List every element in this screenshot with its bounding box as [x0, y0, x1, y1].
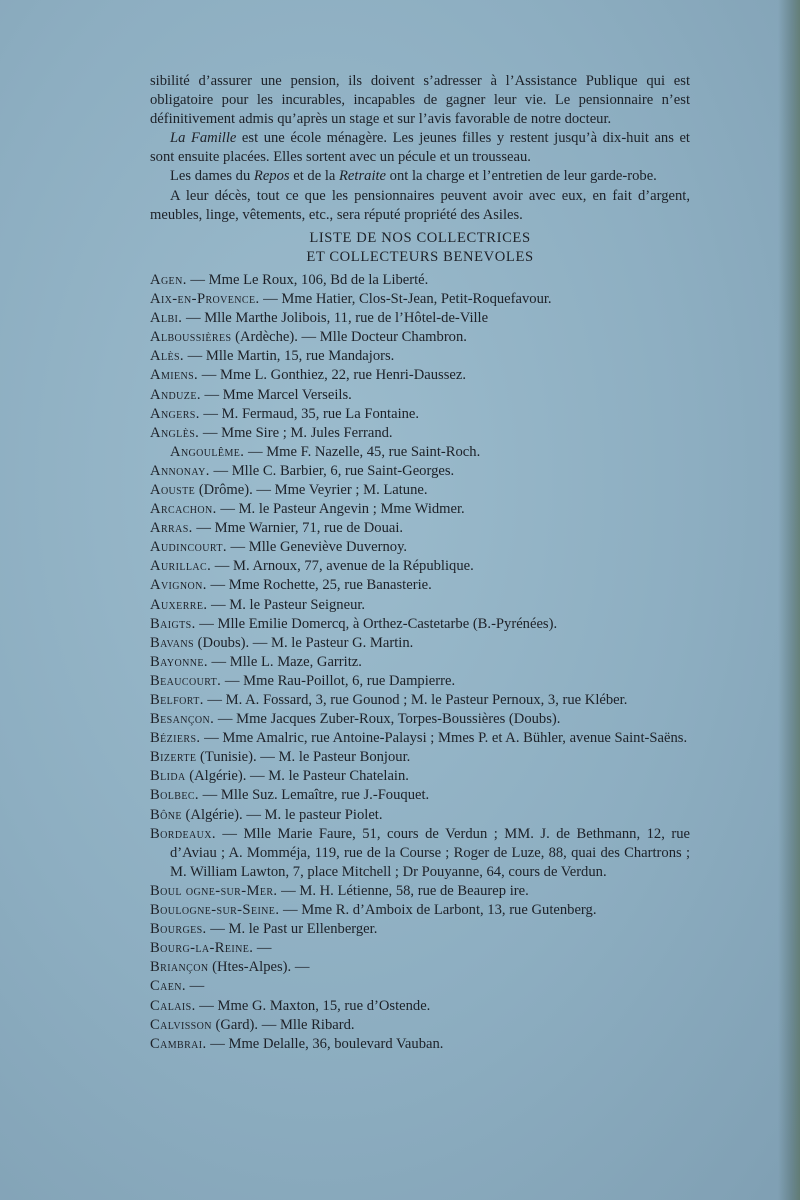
list-entry — [150, 596, 690, 615]
list-entry — [150, 653, 690, 672]
entry-city: Arcachon. — [150, 501, 217, 518]
list-entry — [150, 481, 690, 500]
entry-city: Anglès. — [150, 424, 200, 441]
italic-text: La Famille — [170, 130, 237, 147]
entry-city: Agen. — [150, 271, 187, 288]
entry-city: Bolbec. — [150, 787, 199, 804]
italic-text: Repos — [253, 168, 290, 185]
list-entry — [150, 615, 690, 634]
list-entry — [150, 977, 690, 996]
entry-text: — Mlle Geneviève Duvernoy. — [226, 539, 408, 556]
entry-city: Cambrai. — [150, 1035, 207, 1052]
list-entry — [150, 443, 690, 462]
entry-text: — M. A. Fossard, 3, rue Gounod ; M. le Pasteur Pernoux, 3, rue Kléber. — [203, 692, 628, 708]
entry-text: — Mme R. d’Amboix de Larbont, 13, rue Gutenberg. — [279, 902, 597, 919]
list-entry — [150, 825, 690, 882]
entry-city: Boulogne-sur-Seine. — [150, 902, 280, 919]
entry-text: — Mme F. Nazelle, 45, rue Saint-Roch. — [244, 443, 481, 460]
entry-city: Beaucourt. — [150, 672, 222, 689]
list-entry — [150, 519, 690, 538]
list-entry — [150, 748, 690, 767]
list-entry — [150, 729, 690, 748]
list-entry — [150, 462, 690, 481]
entry-text: — Mme G. Maxton, 15, rue d’Ostende. — [195, 997, 431, 1014]
entry-text: — Mme L. Gonthiez, 22, rue Henri-Daussez. — [198, 367, 466, 384]
italic-text: Retraite — [339, 168, 387, 185]
list-entry — [150, 786, 690, 805]
list-entry — [150, 882, 690, 901]
collectors-list — [150, 271, 690, 1054]
entry-text: — Mlle Suz. Lemaître, rue J.-Fouquet. — [198, 787, 430, 804]
entry-text: — Mlle L. Maze, Garritz. — [207, 653, 362, 670]
list-entry — [150, 576, 690, 595]
entry-city: Bône — [150, 806, 182, 823]
entry-text: — Mme Rochette, 25, rue Banasterie. — [206, 577, 432, 594]
entry-city: Calvisson — [150, 1016, 212, 1033]
entry-city: Calais. — [150, 997, 196, 1014]
list-entry — [150, 347, 690, 366]
list-entry — [150, 997, 690, 1016]
entry-city: Angers. — [150, 405, 200, 422]
entry-city: Albi. — [150, 310, 183, 327]
entry-city: Angoulême. — [170, 443, 245, 460]
list-entry — [150, 691, 690, 710]
entry-city: Baigts. — [150, 615, 196, 632]
entry-text: — Mme Marcel Verseils. — [200, 386, 352, 403]
list-entry — [150, 958, 690, 977]
entry-text: (Algérie). — M. le Pasteur Chatelain. — [185, 768, 409, 785]
entry-city: Amiens. — [150, 367, 199, 384]
entry-city: Anduze. — [150, 386, 201, 403]
entry-text: — M. le Pasteur Seigneur. — [207, 596, 366, 613]
list-entry — [150, 767, 690, 786]
list-entry — [150, 424, 690, 443]
list-entry — [150, 634, 690, 653]
list-entry — [150, 920, 690, 939]
paragraph-text: est une école ménagère. Les jeunes filles y restent jusqu’à dix-huit ans et sont ensuite placées. Elles sortent avec un pécule et un trousseau. — [150, 130, 690, 166]
list-entry — [150, 538, 690, 557]
list-entry — [150, 290, 690, 309]
entry-city: Belfort. — [150, 692, 204, 708]
paragraph — [150, 129, 690, 167]
entry-text: (Tunisie). — M. le Pasteur Bonjour. — [196, 749, 411, 766]
page-content — [150, 72, 690, 1054]
intro-paragraphs — [150, 72, 690, 225]
entry-text: — Mlle Marthe Jolibois, 11, rue de l’Hôtel-de-Ville — [182, 310, 489, 327]
entry-city: Bayonne. — [150, 653, 208, 670]
entry-text: — Mlle Martin, 15, rue Mandajors. — [183, 348, 395, 365]
page-edge-shadow — [778, 0, 800, 1200]
entry-text: (Algérie). — M. le pasteur Piolet. — [181, 806, 383, 823]
list-entry — [150, 710, 690, 729]
list-entry — [150, 366, 690, 385]
paragraph-text: sibilité d’assurer une pension, ils doivent s’adresser à l’Assistance Publique qui est obligatoire pour les incurables, incapables de gagner leur vie. Le pensionnaire n’est définitivement admis qu’après un stage et sur l’avis favorable de notre docteur. — [150, 73, 690, 128]
entry-text: (Htes-Alpes). — — [208, 959, 310, 976]
entry-city: Alès. — [150, 348, 184, 365]
paragraph — [150, 167, 690, 186]
list-heading-line-1: LISTE DE NOS COLLECTRICES — [309, 229, 531, 246]
list-entry — [150, 309, 690, 328]
list-entry — [150, 672, 690, 691]
entry-text: — — [253, 940, 272, 957]
entry-text: — Mme Delalle, 36, boulevard Vauban. — [206, 1035, 444, 1052]
entry-text: — Mme Sire ; M. Jules Ferrand. — [199, 424, 393, 441]
list-entry — [150, 1035, 690, 1054]
list-entry — [150, 405, 690, 424]
list-entry — [150, 557, 690, 576]
entry-city: Aouste — [150, 481, 196, 498]
list-entry — [150, 500, 690, 519]
entry-text: — Mme Jacques Zuber-Roux, Torpes-Boussières (Doubs). — [214, 711, 561, 728]
entry-text: (Ardèche). — Mlle Docteur Chambron. — [231, 329, 467, 346]
list-entry — [150, 271, 690, 290]
entry-city: Audincourt. — [150, 539, 227, 556]
entry-city: Bourges. — [150, 921, 207, 938]
entry-text: — Mme Warnier, 71, rue de Douai. — [192, 520, 404, 537]
entry-text: — Mme Hatier, Clos-St-Jean, Petit-Roquefavour. — [259, 291, 552, 308]
list-entry — [150, 328, 690, 347]
entry-city: Arras. — [150, 520, 193, 537]
paragraph-text: et de la — [289, 168, 340, 185]
entry-text: — M. le Pasteur Angevin ; Mme Widmer. — [216, 501, 465, 518]
entry-text: — Mlle Emilie Domercq, à Orthez-Castetarbe (B.-Pyrénées). — [195, 615, 558, 632]
paragraph-text: A leur décès, tout ce que les pensionnaires peuvent avoir avec eux, en fait d’argent, meubles, linge, vêtements, etc., sera réputé propriété des Asiles. — [150, 187, 690, 223]
entry-city: Bizerte — [150, 749, 197, 766]
entry-city: Aix-en-Provence. — [150, 291, 260, 308]
entry-text: — M. Arnoux, 77, avenue de la République. — [211, 558, 474, 575]
entry-text: — Mlle Marie Faure, 51, cours de Verdun ; MM. J. de Bethmann, 12, rue d’Aviau ; A. Momméja, 119, rue de la Course ; Roger de Luze, 88, quai des Chartrons ; M. William Lawton, 7, place Mitchell ; Dr Pouyanne, 64, cours de Verdun. — [170, 825, 690, 880]
entry-text: — — [185, 978, 205, 995]
entry-text: — Mme Le Roux, 106, Bd de la Liberté. — [186, 271, 429, 288]
entry-text: — M. le Past ur Ellenberger. — [206, 921, 378, 938]
paragraph — [150, 72, 690, 129]
entry-text: — Mme Amalric, rue Antoine-Palaysi ; Mmes P. et A. Bühler, avenue Saint-Saëns. — [200, 730, 688, 747]
entry-text: — M. H. Létienne, 58, rue de Beaurep ire. — [277, 882, 529, 899]
entry-text: — Mlle C. Barbier, 6, rue Saint-Georges. — [209, 462, 455, 479]
paragraph-text: ont la charge et l’entretien de leur garde-robe. — [386, 168, 657, 185]
entry-city: Aurillac. — [150, 558, 212, 575]
entry-text: (Gard). — Mlle Ribard. — [211, 1016, 355, 1033]
entry-city: Bordeaux. — [150, 825, 216, 842]
entry-city: Besançon. — [150, 711, 215, 728]
paragraph-text: Les dames du — [170, 168, 254, 185]
entry-text: (Drôme). — Mme Veyrier ; M. Latune. — [195, 481, 428, 498]
entry-text: — M. Fermaud, 35, rue La Fontaine. — [199, 405, 420, 422]
entry-city: Bavans — [150, 634, 195, 651]
list-entry — [150, 806, 690, 825]
list-heading-line-2: ET COLLECTEURS BENEVOLES — [306, 248, 534, 265]
entry-city: Auxerre. — [150, 596, 208, 613]
entry-text: (Doubs). — M. le Pasteur G. Martin. — [194, 634, 414, 651]
paragraph — [150, 187, 690, 225]
entry-city: Annonay. — [150, 462, 210, 479]
entry-city: Blida — [150, 768, 186, 785]
entry-city: Briançon — [150, 959, 209, 976]
list-entry — [150, 939, 690, 958]
entry-city: Bourg-la-Reine. — [150, 940, 254, 957]
entry-city: Boul ogne-sur-Mer. — [150, 882, 278, 899]
list-entry — [150, 1016, 690, 1035]
entry-city: Béziers. — [150, 730, 201, 747]
list-entry — [150, 386, 690, 405]
entry-text: — Mme Rau-Poillot, 6, rue Dampierre. — [221, 672, 456, 689]
list-entry — [150, 901, 690, 920]
entry-city: Avignon. — [150, 577, 207, 594]
entry-city: Caen. — [150, 978, 186, 995]
entry-city: Alboussières — [150, 329, 232, 346]
